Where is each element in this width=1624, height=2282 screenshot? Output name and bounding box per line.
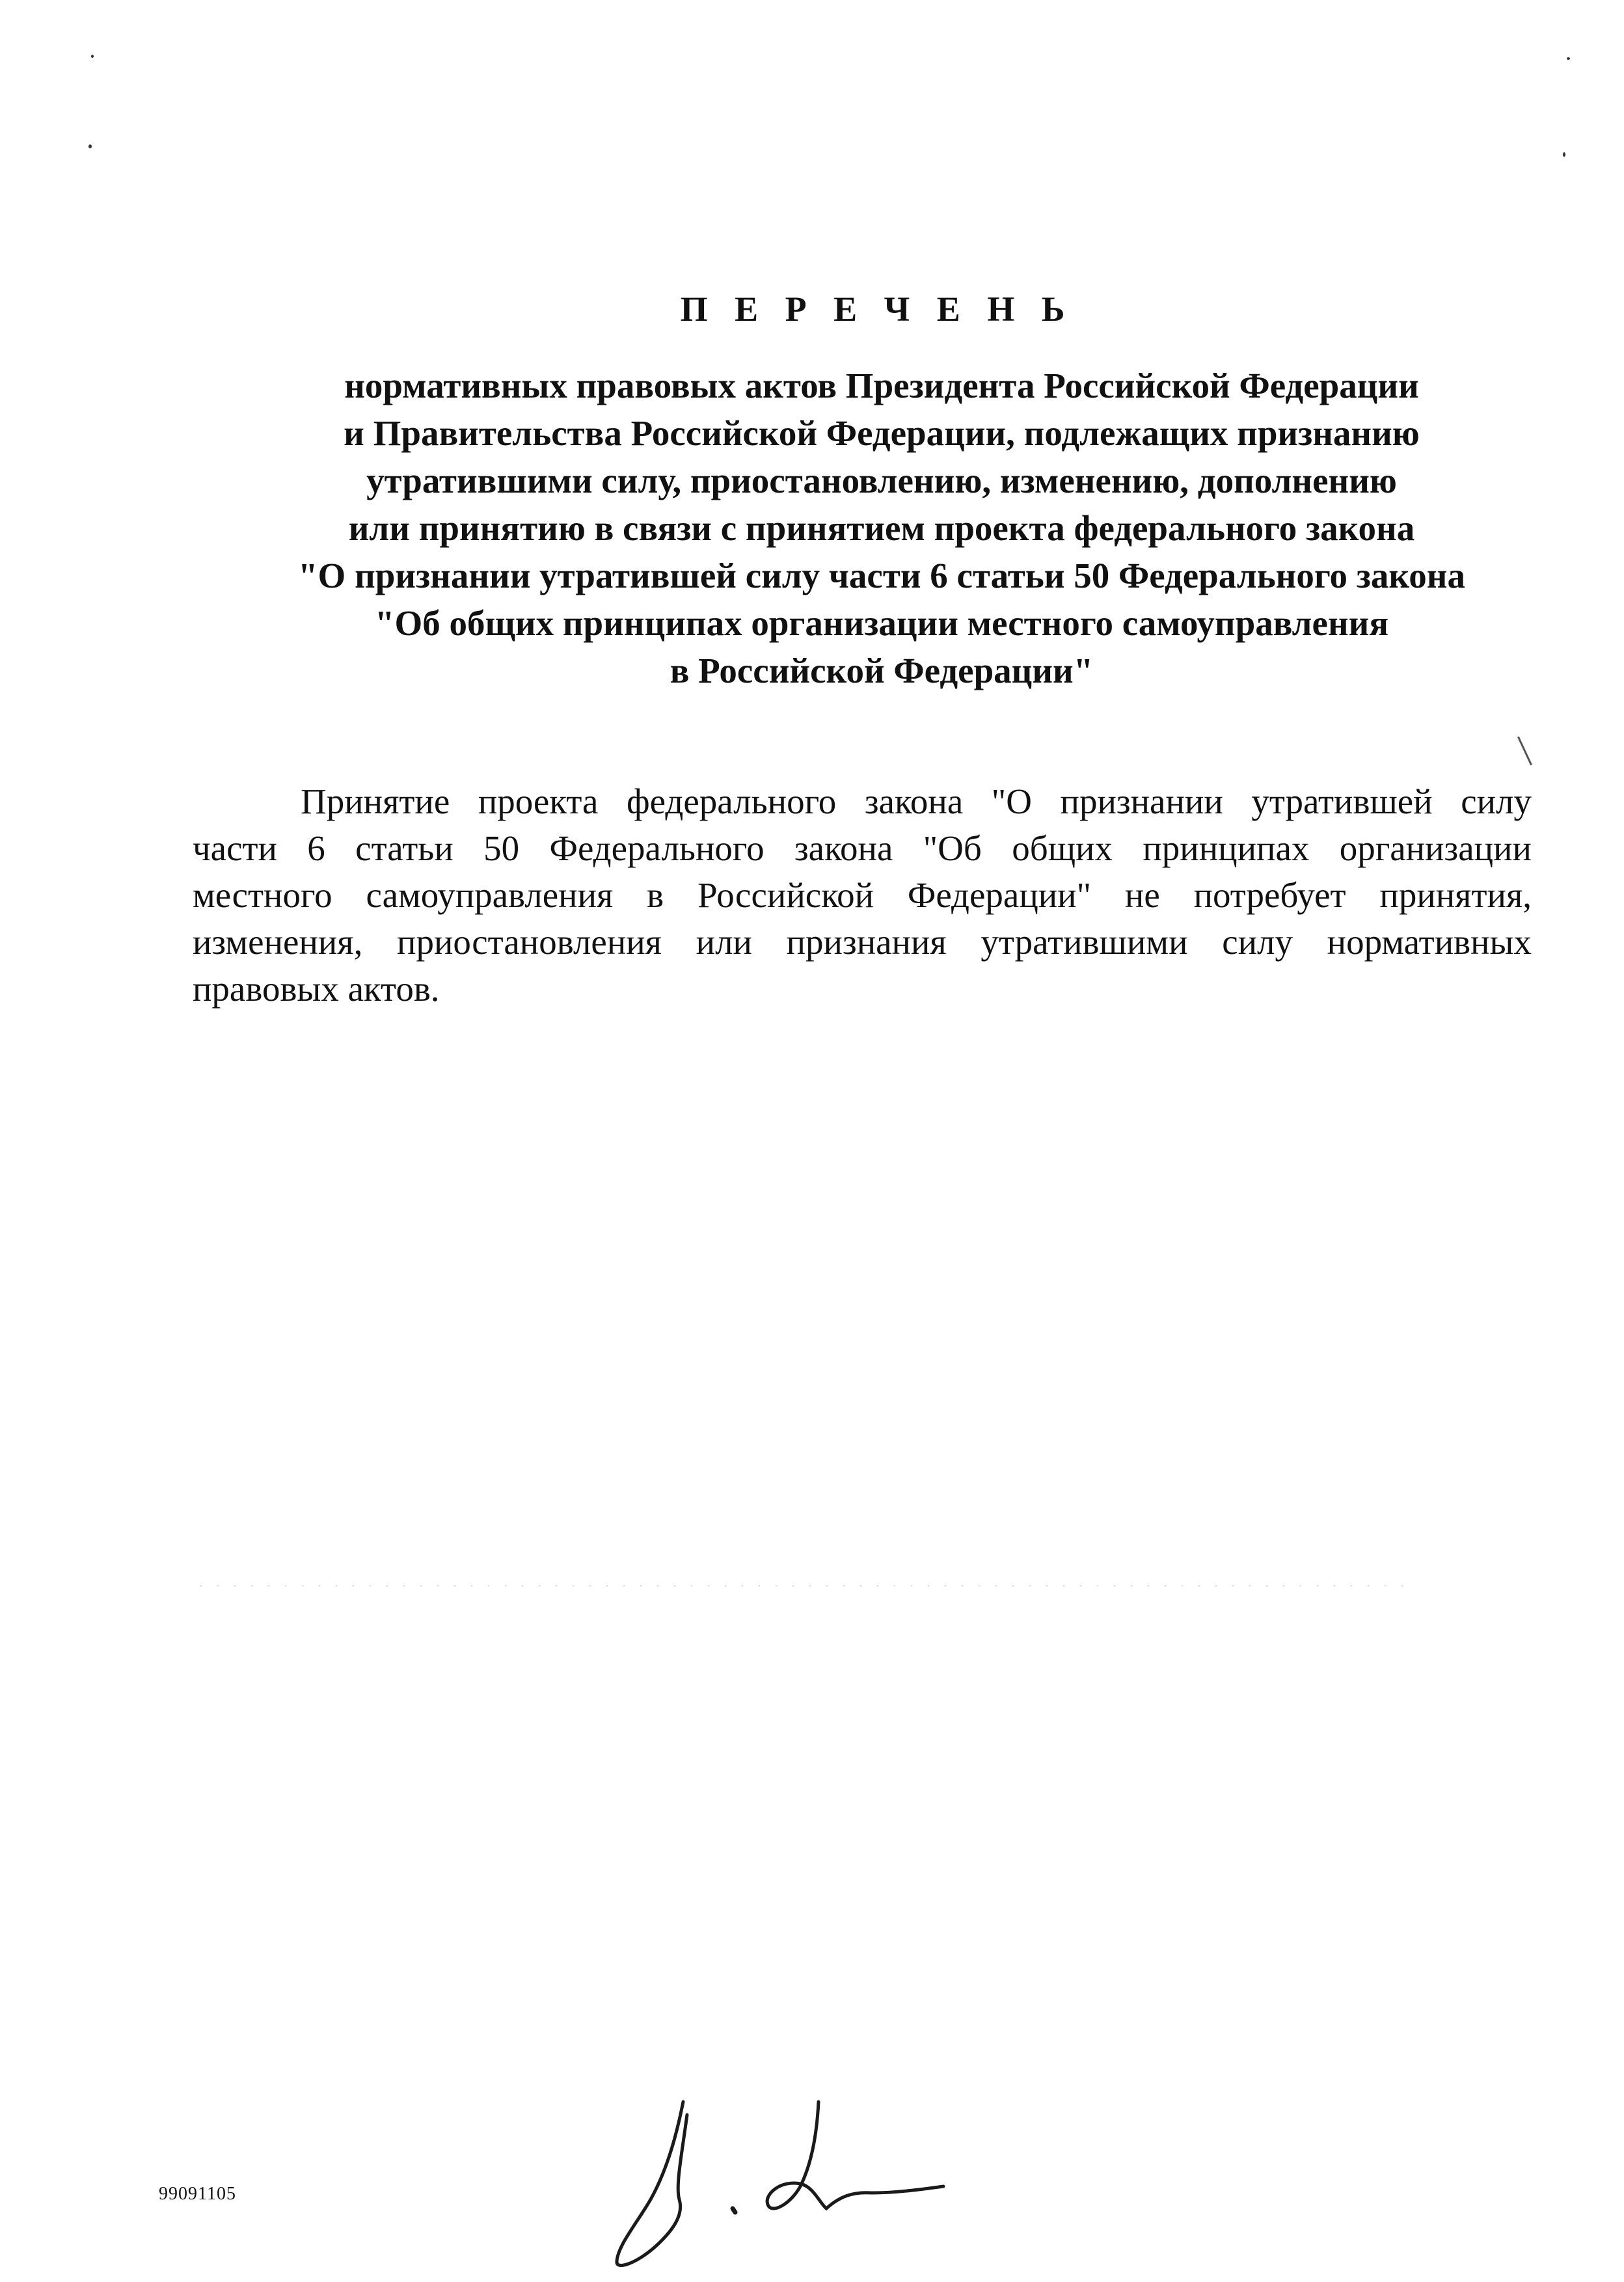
subtitle-line: в Российской Федерации" bbox=[670, 651, 1094, 690]
body-line: местного самоуправления в Российской Федерации" не потребует принятия, bbox=[193, 875, 1532, 915]
body-line: изменения, приостановления или признания утратившими силу нормативных bbox=[193, 922, 1532, 962]
scan-speck bbox=[1567, 57, 1570, 60]
scan-dotted-line bbox=[193, 1585, 1416, 1586]
body-line: Принятие проекта федерального закона "О признании утратившей силу bbox=[301, 781, 1532, 821]
subtitle-line: утратившими силу, приостановлению, изменению, дополнению bbox=[366, 461, 1397, 500]
scan-speck bbox=[88, 144, 92, 148]
subtitle-line: "О признании утратившей силу части 6 статьи 50 Федерального закона bbox=[298, 556, 1465, 595]
subtitle-line: нормативных правовых актов Президента Российской Федерации bbox=[344, 366, 1419, 405]
body-paragraph bbox=[193, 778, 1532, 1012]
body-line: правовых актов. bbox=[193, 969, 440, 1009]
subtitle-line: или принятию в связи с принятием проекта федерального закона bbox=[348, 508, 1415, 548]
subtitle-line: "Об общих принципах организации местного самоуправления bbox=[374, 603, 1389, 643]
signature bbox=[605, 2076, 956, 2271]
document-subtitle bbox=[234, 362, 1529, 694]
document-title: П Е Р Е Ч Е Н Ь bbox=[680, 290, 1074, 329]
scan-speck bbox=[91, 55, 94, 58]
scan-speck bbox=[1563, 152, 1565, 157]
body-line: части 6 статьи 50 Федерального закона "Об общих принципах организации bbox=[193, 828, 1532, 868]
scan-mark bbox=[1517, 737, 1532, 766]
document-id: 99091105 bbox=[159, 2184, 236, 2204]
subtitle-line: и Правительства Российской Федерации, подлежащих признанию bbox=[344, 413, 1420, 453]
